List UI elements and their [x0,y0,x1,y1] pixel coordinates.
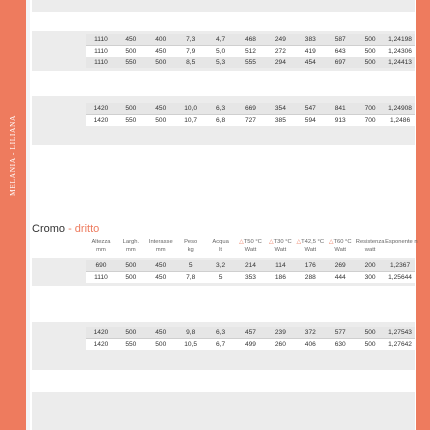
table-cell: 1110 [86,57,116,68]
table-cell: 5 [176,260,206,272]
table-cell: 669 [236,103,266,115]
column-unit [385,246,415,254]
table-cell: 353 [236,272,266,284]
column-label [295,238,325,246]
table-3 [86,260,415,283]
table-cell: 1,25644 [385,272,415,284]
column-label [325,238,355,246]
table-cell: 550 [116,57,146,68]
side-gray-band [26,0,30,430]
table-cell: 354 [265,103,295,115]
table-cell: 260 [265,339,295,351]
table-cell: 444 [325,272,355,284]
column-unit: Watt [304,247,317,253]
table-cell: 450 [146,46,176,58]
column-label-text: T50 °C [243,239,262,245]
table-cell: 630 [325,339,355,351]
table-cell: 9,8 [176,327,206,339]
table-cell: 500 [146,115,176,127]
table-cell: 577 [325,327,355,339]
section-subtitle: dritto [74,223,100,235]
table-cell: 383 [295,34,325,46]
table-cell: 500 [355,339,385,351]
column-label [176,238,206,246]
table-cell: 1420 [86,339,116,351]
column-unit: lt [219,247,223,253]
table-cell: 7,8 [176,272,206,284]
table-cell: 1,24908 [385,103,415,115]
table-cell: 300 [355,272,385,284]
column-label-text: Interasse [148,239,173,245]
column-label-text: Altezza [91,239,111,245]
table-row [86,115,415,127]
column-label [206,238,236,246]
right-accent-bar [416,0,430,430]
table-cell: 1,2367 [385,260,415,272]
table-cell: 6,3 [206,103,236,115]
column-unit: Watt [274,247,287,253]
table-cell: 450 [146,260,176,272]
side-label-area [0,0,26,220]
table-row [86,46,415,58]
column-unit: mm [96,247,106,253]
table-cell: 512 [236,46,266,58]
column-label [385,238,418,246]
delta-temp-icon: △ [328,239,334,245]
table-cell: 1110 [86,34,116,46]
table-row [86,260,415,272]
table-cell: 176 [295,260,325,272]
column-unit: Watt [244,247,257,253]
table-cell: 500 [355,57,385,68]
table-row [86,103,415,115]
column-label [355,238,385,246]
section-title-separator: - [65,223,75,235]
table-cell: 1420 [86,115,116,127]
column-label-text: Esponente n [385,239,418,245]
table-cell: 372 [295,327,325,339]
table-cell: 6,8 [206,115,236,127]
column-label-text: T30 °C [273,239,292,245]
table-cell: 6,7 [206,339,236,351]
table-cell: 500 [116,103,146,115]
column-label [236,238,266,246]
table-cell: 500 [146,339,176,351]
column-label [265,238,295,246]
column-unit: mm [155,247,166,253]
table-cell: 1,2486 [385,115,415,127]
table-cell: 10,7 [176,115,206,127]
table-cell: 500 [116,327,146,339]
table-cell: 1110 [86,272,116,284]
delta-temp-icon: △ [296,239,302,245]
table-cell: 500 [116,46,146,58]
side-label: MELANIA - LILIANA [8,114,17,196]
table-cell: 288 [295,272,325,284]
table-row [86,339,415,351]
table-cell: 200 [355,260,385,272]
table-cell: 500 [355,46,385,58]
table-cell: 7,3 [176,34,206,46]
table-cell: 3,2 [206,260,236,272]
table-cell: 468 [236,34,266,46]
table-cell: 500 [116,260,146,272]
table-cell: 294 [265,57,295,68]
table-row [86,57,415,68]
table-cell: 4,7 [206,34,236,46]
table-cell: 214 [236,260,266,272]
table-cell: 400 [146,34,176,46]
table-cell: 500 [116,272,146,284]
section-title [32,223,99,235]
table-cell: 555 [236,57,266,68]
table-cell: 500 [355,327,385,339]
column-unit: Watt [334,247,347,253]
column-label-text: Resistenza [355,239,385,245]
table-cell: 1420 [86,327,116,339]
table-row [86,272,415,284]
table-cell: 1420 [86,103,116,115]
table-cell: 700 [355,103,385,115]
section-title-main: Cromo [32,223,66,235]
table-cell: 8,5 [176,57,206,68]
table-cell: 272 [265,46,295,58]
table-cell: 500 [355,34,385,46]
table-cell: 547 [295,103,325,115]
table-cell: 6,3 [206,327,236,339]
table-cell: 239 [265,327,295,339]
table-cell: 1,27642 [385,339,415,351]
column-label [146,238,176,246]
table-cell: 5 [206,272,236,284]
column-unit: watt [364,247,376,253]
table-cell: 700 [355,115,385,127]
table-cell: 10,5 [176,339,206,351]
table-cell: 500 [146,57,176,68]
gray-panel-5 [32,392,415,430]
table-cell: 114 [265,260,295,272]
table-cell: 499 [236,339,266,351]
table-1 [86,34,415,68]
table-cell: 550 [116,339,146,351]
column-label-text: T42,5 °C [301,239,325,245]
table-cell: 1,24306 [385,46,415,58]
delta-temp-icon: △ [239,239,244,245]
table-cell: 5,0 [206,46,236,58]
gray-panel-top [32,0,415,12]
delta-temp-icon: △ [269,239,274,245]
table-cell: 690 [86,260,116,272]
table-cell: 1,24198 [385,34,415,46]
table-4 [86,327,415,350]
table-cell: 913 [325,115,355,127]
table-cell: 643 [325,46,355,58]
table-cell: 727 [236,115,266,127]
table-row [86,327,415,339]
table-cell: 5,3 [206,57,236,68]
column-label [86,238,116,246]
column-header [86,238,418,254]
table-cell: 406 [295,339,325,351]
table-cell: 1,27543 [385,327,415,339]
table-cell: 7,9 [176,46,206,58]
table-cell: 450 [146,272,176,284]
table-cell: 454 [295,57,325,68]
column-label [116,238,146,246]
column-label-text: Largh. [122,239,140,245]
table-cell: 594 [295,115,325,127]
table-cell: 450 [146,327,176,339]
table-cell: 249 [265,34,295,46]
table-cell: 457 [236,327,266,339]
table-cell: 587 [325,34,355,46]
table-cell: 1,24413 [385,57,415,68]
table-cell: 697 [325,57,355,68]
table-cell: 1110 [86,46,116,58]
table-cell: 186 [265,272,295,284]
table-cell: 419 [295,46,325,58]
table-cell: 550 [116,115,146,127]
column-label-text: T60 °C [333,239,352,245]
table-cell: 450 [116,34,146,46]
table-cell: 450 [146,103,176,115]
table-row [86,34,415,46]
table-cell: 269 [325,260,355,272]
column-unit: mm [126,247,136,253]
table-cell: 385 [265,115,295,127]
table-cell: 841 [325,103,355,115]
table-cell: 10,0 [176,103,206,115]
table-2 [86,103,415,126]
column-label-text: Acqua [212,239,229,245]
column-label-text: Peso [184,239,198,245]
column-unit: kg [187,247,194,253]
